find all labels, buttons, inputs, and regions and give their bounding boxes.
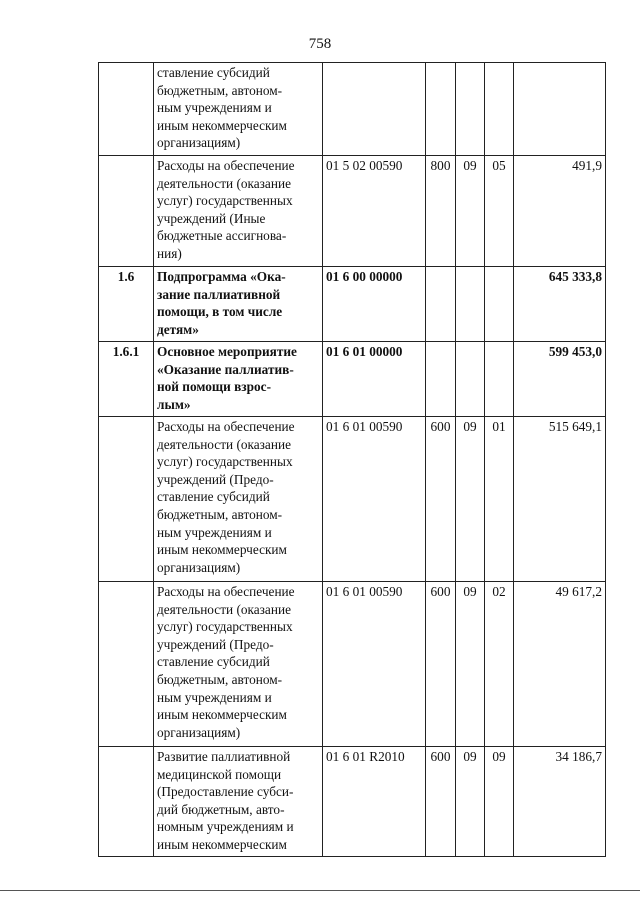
row-name-cell (154, 582, 323, 747)
row-name-line: лым» (157, 396, 191, 412)
row-name-line: ставление субсидий (157, 65, 270, 80)
row-name-line: Основное мероприятие (157, 344, 297, 359)
row-rz-cell (456, 63, 485, 156)
row-name-line: деятельности (оказание (157, 436, 291, 452)
row-name-line: Расходы на обеспечение (157, 584, 295, 599)
row-code-cell: 01 5 02 00590 (323, 156, 426, 267)
row-number-cell (99, 156, 154, 267)
row-name-line: детям» (157, 321, 199, 337)
row-name-line: организациям) (157, 135, 241, 151)
row-name-line: организациям) (157, 724, 241, 740)
row-name-line: медицинской помощи (157, 766, 282, 782)
page-number: 758 (308, 36, 332, 52)
page-bottom-rule (0, 890, 640, 891)
row-amount-cell: 34 186,7 (514, 747, 606, 857)
row-name-line: ставление субсидий (157, 489, 270, 505)
table-body (99, 63, 606, 857)
row-name-line: услуг) государственных (157, 619, 293, 635)
table-row (99, 417, 606, 582)
row-code-cell: 01 6 01 00000 (323, 342, 426, 417)
row-rz-cell: 09 (456, 417, 485, 582)
row-number-cell (99, 747, 154, 857)
row-code-cell: 01 6 00 00000 (323, 267, 426, 342)
row-name-line: бюджетным, автоном- (157, 671, 283, 687)
row-name-line: бюджетные ассигнова- (157, 228, 287, 244)
row-name-line: помощи, в том числе (157, 304, 283, 320)
row-number-cell (99, 582, 154, 747)
row-amount-cell: 599 453,0 (514, 342, 606, 417)
row-name-line: ным учреждениям и (157, 689, 272, 705)
row-name-line: иным некоммерческим (157, 707, 287, 723)
row-code-cell: 01 6 01 00590 (323, 417, 426, 582)
row-number-cell (99, 63, 154, 156)
row-name-line: учреждений (Предо- (157, 636, 274, 652)
row-name-line: услуг) государственных (157, 454, 293, 470)
row-name-line: учреждений (Иные (157, 210, 266, 226)
row-name-line: ным учреждениям и (157, 524, 272, 540)
row-pr-cell: 09 (485, 747, 514, 857)
row-name-line: номным учреждениям и (157, 819, 294, 835)
table-row (99, 63, 606, 156)
row-amount-cell: 515 649,1 (514, 417, 606, 582)
row-name-line: ставление субсидий (157, 654, 270, 670)
table-row (99, 582, 606, 747)
row-name-line: ным учреждениям и (157, 100, 272, 116)
row-number-cell: 1.6.1 (99, 342, 154, 417)
row-name-cell (154, 63, 323, 156)
row-rz-cell (456, 267, 485, 342)
row-amount-cell: 645 333,8 (514, 267, 606, 342)
row-rz-cell: 09 (456, 582, 485, 747)
row-name-cell (154, 156, 323, 267)
row-name-line: учреждений (Предо- (157, 471, 274, 487)
budget-table (98, 62, 606, 857)
table-row (99, 156, 606, 267)
row-name-line: организациям) (157, 559, 241, 575)
row-name-line: деятельности (оказание (157, 601, 291, 617)
row-name-line: ной помощи взрос- (157, 379, 271, 395)
row-code-cell: 01 6 01 00590 (323, 582, 426, 747)
row-name-line: иным некоммерческим (157, 542, 287, 558)
row-name-line: ния) (157, 245, 182, 261)
row-vr-cell: 600 (426, 417, 456, 582)
row-pr-cell: 01 (485, 417, 514, 582)
row-pr-cell (485, 63, 514, 156)
row-name-line: иным некоммерческим (157, 836, 287, 852)
row-amount-cell: 49 617,2 (514, 582, 606, 747)
row-number-cell (99, 417, 154, 582)
row-vr-cell: 600 (426, 747, 456, 857)
row-name-cell (154, 267, 323, 342)
row-number-cell: 1.6 (99, 267, 154, 342)
row-name-cell (154, 417, 323, 582)
row-amount-cell (514, 63, 606, 156)
row-name-line: (Предоставление субси- (157, 784, 294, 800)
row-rz-cell (456, 342, 485, 417)
row-rz-cell: 09 (456, 747, 485, 857)
row-vr-cell (426, 342, 456, 417)
row-name-line: зание паллиативной (157, 286, 281, 302)
row-name-line: дий бюджетным, авто- (157, 801, 285, 817)
row-rz-cell: 09 (456, 156, 485, 267)
row-code-cell: 01 6 01 R2010 (323, 747, 426, 857)
row-name-line: бюджетным, автоном- (157, 82, 283, 98)
row-pr-cell (485, 342, 514, 417)
row-name-line: услуг) государственных (157, 193, 293, 209)
row-pr-cell: 05 (485, 156, 514, 267)
row-name-line: «Оказание паллиатив- (157, 361, 294, 377)
table-row (99, 342, 606, 417)
row-name-line: бюджетным, автоном- (157, 506, 283, 522)
row-name-line: деятельности (оказание (157, 175, 291, 191)
row-vr-cell: 600 (426, 582, 456, 747)
row-vr-cell: 800 (426, 156, 456, 267)
row-name-line: иным некоммерческим (157, 117, 287, 133)
row-vr-cell (426, 63, 456, 156)
row-name-line: Расходы на обеспечение (157, 419, 295, 434)
row-pr-cell (485, 267, 514, 342)
row-name-line: Расходы на обеспечение (157, 158, 295, 173)
row-amount-cell: 491,9 (514, 156, 606, 267)
table-row (99, 747, 606, 857)
table-row (99, 267, 606, 342)
row-name-line: Подпрограмма «Ока- (157, 269, 286, 284)
row-name-cell (154, 747, 323, 857)
row-name-line: Развитие паллиативной (157, 749, 291, 764)
row-pr-cell: 02 (485, 582, 514, 747)
row-vr-cell (426, 267, 456, 342)
row-name-cell (154, 342, 323, 417)
row-code-cell (323, 63, 426, 156)
